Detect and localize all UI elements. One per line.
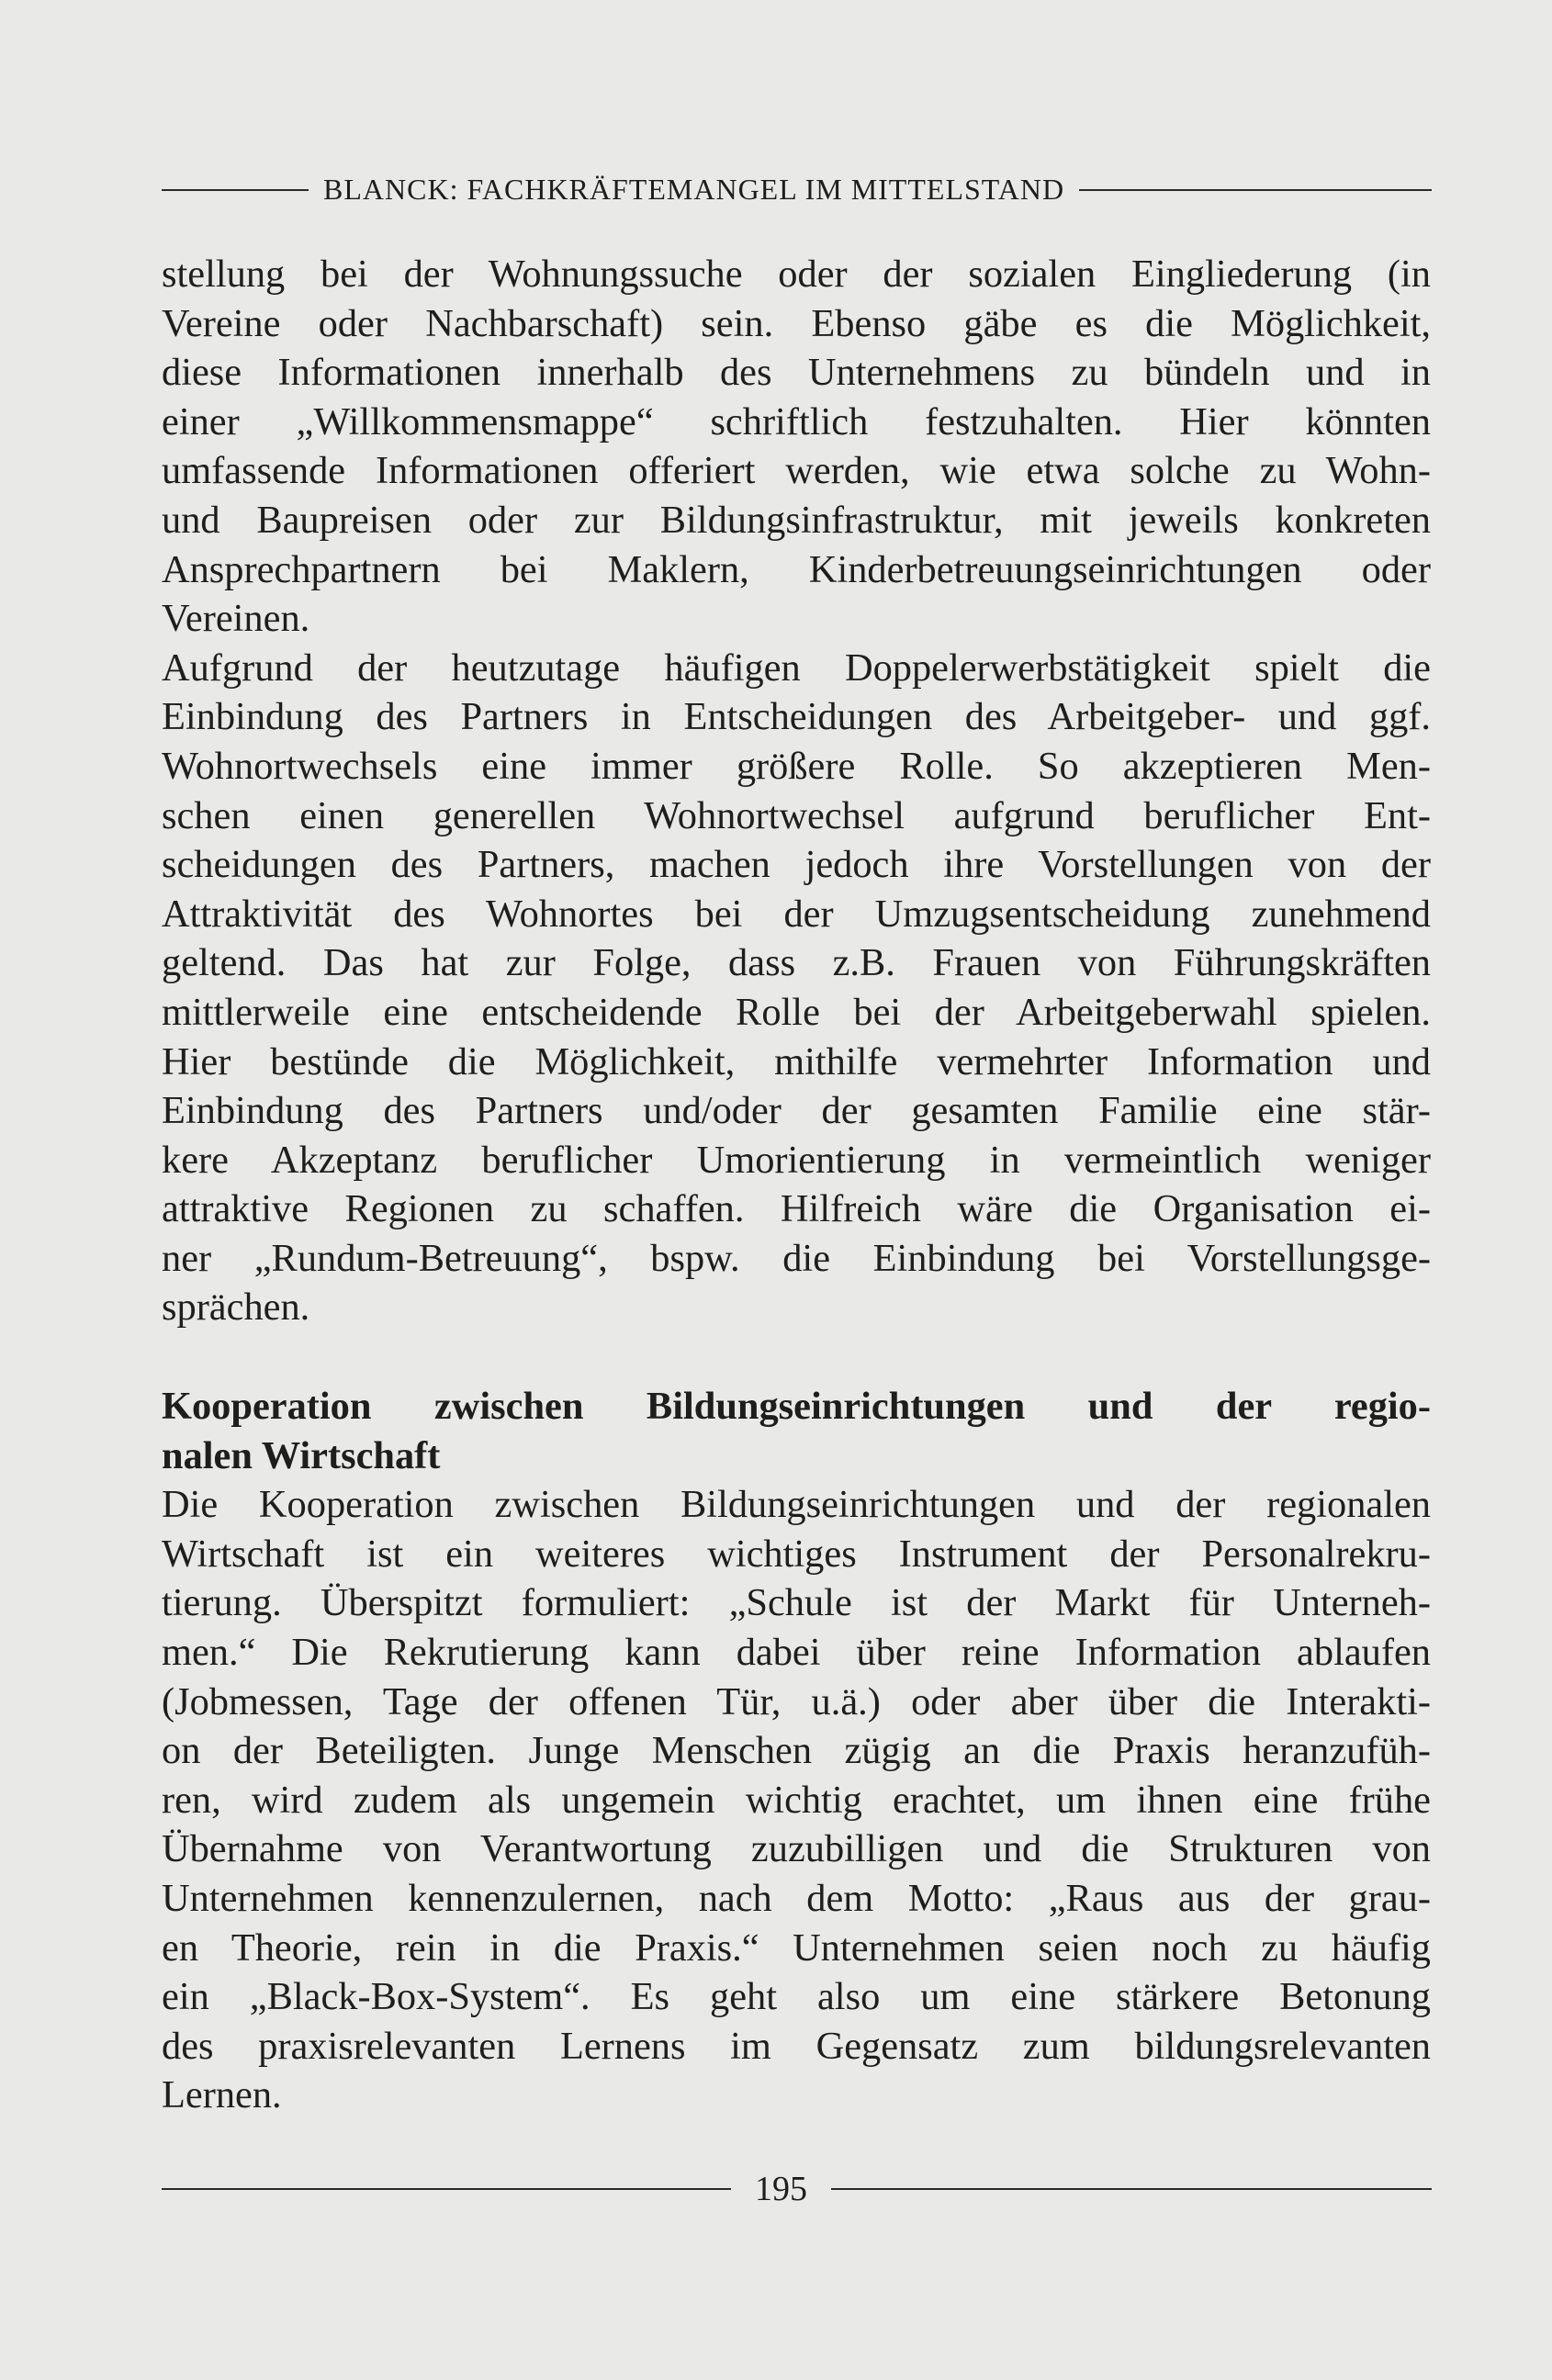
- paragraph-line: Übernahme von Verantwortung zuzubilligen und die Strukturen von: [162, 1827, 1431, 1871]
- section-gap: [162, 1332, 1431, 1382]
- paragraph-line: umfassende Informationen offeriert werden, wie etwa solche zu Wohn-: [162, 449, 1431, 493]
- paragraph-line: on der Beteiligten. Junge Menschen zügig an die Praxis heranzufüh-: [162, 1729, 1431, 1773]
- page-number: 195: [755, 2170, 807, 2208]
- paragraph-line: Wohnortwechsels eine immer größere Rolle. So akzeptieren Men-: [162, 744, 1431, 788]
- footer-rule-left: [162, 2188, 731, 2190]
- paragraph-line: Vereine oder Nachbarschaft) sein. Ebenso gäbe es die Möglichkeit,: [162, 301, 1431, 345]
- paragraph-line: Einbindung des Partners und/oder der gesamten Familie eine stär-: [162, 1089, 1431, 1133]
- paragraph-line: Unternehmen kennenzulernen, nach dem Motto: „Raus aus der grau-: [162, 1877, 1431, 1920]
- paragraph-line: sprächen.: [162, 1285, 310, 1330]
- paragraph-line: en Theorie, rein in die Praxis.“ Unternehmen seien noch zu häufig: [162, 1925, 1431, 1970]
- footer-rule-right: [831, 2188, 1432, 2190]
- paragraph-line: und Baupreisen oder zur Bildungsinfrastruktur, mit jeweils konkreten: [162, 498, 1431, 542]
- paragraph-line: Hier bestünde die Möglichkeit, mithilfe vermehrter Information und: [162, 1039, 1431, 1083]
- paragraph-line: (Jobmessen, Tage der offenen Tür, u.ä.) oder aber über die Interakti-: [162, 1679, 1431, 1723]
- paragraph-line: men.“ Die Rekrutierung kann dabei über reine Information ablaufen: [162, 1631, 1431, 1675]
- paragraph-line: kere Akzeptanz beruflicher Umorientierung in vermeintlich weniger: [162, 1138, 1431, 1182]
- page-footer: [162, 2169, 1432, 2209]
- paragraph-line: Ansprechpartnern bei Maklern, Kinderbetreuungseinrichtungen oder: [162, 547, 1431, 591]
- paragraph-line: stellung bei der Wohnungssuche oder der sozialen Eingliederung (in: [162, 253, 1431, 296]
- paragraph-line: diese Informationen innerhalb des Unternehmens zu bündeln und in: [162, 351, 1431, 395]
- running-head-rule-left: [162, 189, 309, 191]
- paragraph-line: geltend. Das hat zur Folge, dass z.B. Frauen von Führungskräften: [162, 941, 1431, 985]
- paragraph-line: einer „Willkommensmappe“ schriftlich festzuhalten. Hier könnten: [162, 399, 1431, 443]
- paragraph-line: ein „Black-Box-System“. Es geht also um eine stärkere Betonung: [162, 1975, 1431, 2019]
- paragraph-line: mittlerweile eine entscheidende Rolle bei der Arbeitgeberwahl spielen.: [162, 990, 1431, 1034]
- paragraph-line: attraktive Regionen zu schaffen. Hilfreich wäre die Organisation ei-: [162, 1187, 1431, 1231]
- paragraph-line: Attraktivität des Wohnortes bei der Umzugsentscheidung zunehmend: [162, 892, 1431, 936]
- body-text: [162, 250, 1431, 2120]
- paragraph-line: Die Kooperation zwischen Bildungseinrichtungen und der regionalen: [162, 1483, 1431, 1527]
- paragraph-line: Aufgrund der heutzutage häufigen Doppelerwerbstätigkeit spielt die: [162, 646, 1431, 690]
- section-heading: nalen Wirtschaft: [162, 1433, 441, 1477]
- paragraph-line: ner „Rundum-Betreuung“, bspw. die Einbindung bei Vorstellungsge-: [162, 1236, 1431, 1280]
- section-heading: Kooperation zwischen Bildungseinrichtungen und der regio-: [162, 1385, 1431, 1429]
- paragraph-line: Vereinen.: [162, 597, 310, 641]
- paragraph-line: des praxisrelevanten Lernens im Gegensatz zum bildungsrelevanten: [162, 2024, 1431, 2068]
- running-head: [162, 173, 1432, 207]
- paragraph-line: Einbindung des Partners in Entscheidungen des Arbeitgeber- und ggf.: [162, 695, 1431, 739]
- paragraph-line: Wirtschaft ist ein weiteres wichtiges Instrument der Personalrekru-: [162, 1532, 1431, 1576]
- paragraph-line: tierung. Überspitzt formuliert: „Schule ist der Markt für Unterneh-: [162, 1581, 1431, 1625]
- running-head-rule-right: [1079, 189, 1432, 191]
- paragraph-line: Lernen.: [162, 2073, 282, 2117]
- paragraph-line: ren, wird zudem als ungemein wichtig erachtet, um ihnen eine frühe: [162, 1778, 1431, 1822]
- paragraph-line: scheidungen des Partners, machen jedoch ihre Vorstellungen von der: [162, 843, 1431, 887]
- running-head-title: BLANCK: FACHKRÄFTEMANGEL IM MITTELSTAND: [323, 173, 1065, 206]
- paragraph-line: schen einen generellen Wohnortwechsel aufgrund beruflicher Ent-: [162, 793, 1431, 837]
